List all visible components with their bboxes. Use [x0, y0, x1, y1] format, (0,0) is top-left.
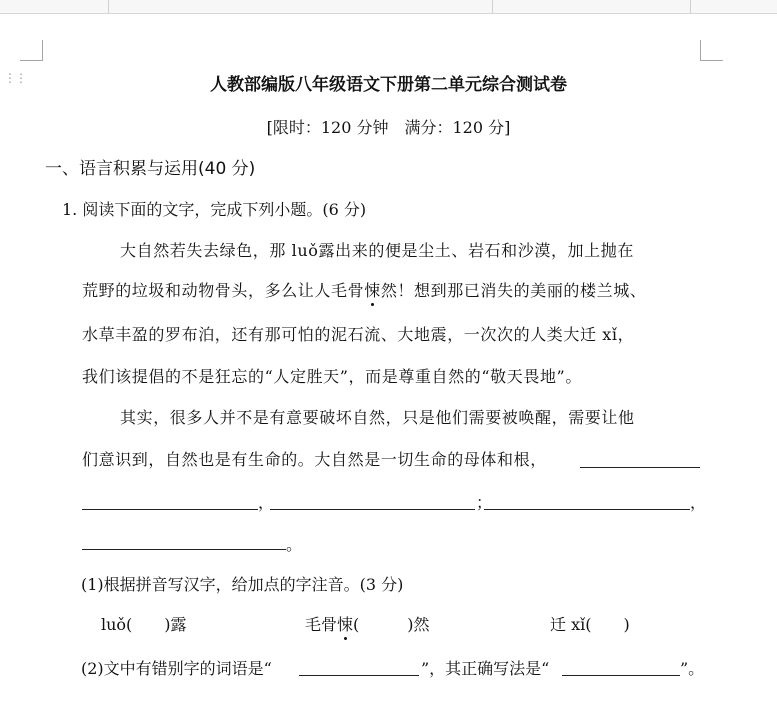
- page-title: 人教部编版八年级语文下册第二单元综合测试卷: [210, 75, 567, 95]
- crop-mark-top-right: [700, 40, 723, 61]
- sub-question-2-label-a: (2)文中有错别字的词语是“: [81, 659, 272, 678]
- pinyin-text: ( )然: [353, 615, 430, 634]
- passage-line-4: 我们该提倡的不是狂忘的“人定胜天”，而是尊重自然的“敬天畏地”。: [82, 367, 582, 386]
- ruler-tick: [108, 0, 109, 13]
- sub-question-1-label: (1)根据拼音写汉字，给加点的字注音。(3 分): [81, 575, 404, 594]
- dotted-char: 悚: [364, 278, 381, 301]
- answer-blank[interactable]: [299, 675, 419, 676]
- answer-blank[interactable]: [82, 549, 286, 550]
- passage-text: 荒野的垃圾和动物骨头，多么让人毛骨: [82, 281, 365, 300]
- punctuation-semicolon: ；: [476, 493, 493, 512]
- top-ruler: [0, 0, 777, 14]
- drag-handle-icon[interactable]: ⋮⋮: [4, 71, 26, 85]
- sub-question-2-label-c: ”。: [680, 659, 705, 678]
- answer-blank[interactable]: [562, 675, 680, 676]
- passage-line-2: [82, 278, 646, 301]
- question-1-label: 1. 阅读下面的文字，完成下列小题。(6 分): [62, 200, 367, 219]
- sub-question-2-label-b: ”，其正确写法是“: [421, 659, 550, 678]
- passage-line-1: 大自然若失去绿色，那 luǒ露出来的便是尘土、岩石和沙漠，加上抛在: [120, 241, 634, 260]
- pinyin-text: 毛骨: [305, 615, 338, 634]
- section-heading: 一、语言积累与运用(40 分): [45, 159, 256, 179]
- ruler-tick: [690, 0, 691, 13]
- answer-blank[interactable]: [270, 509, 475, 510]
- ruler-tick: [492, 0, 493, 13]
- passage-text: 然！想到那已消失的美丽的楼兰城、: [380, 281, 647, 300]
- page-subtitle: [限时：120 分钟 满分：120 分]: [266, 118, 511, 137]
- pinyin-item-3: 迁 xǐ( ): [550, 615, 630, 634]
- answer-blank[interactable]: [484, 509, 690, 510]
- punctuation-comma: ，: [258, 493, 275, 512]
- passage-line-3: 水草丰盈的罗布泊，还有那可怕的泥石流、大地震，一次次的人类大迁 xǐ，: [82, 325, 635, 344]
- passage-line-6: 们意识到，自然也是有生命的。大自然是一切生命的母体和根，: [82, 450, 547, 469]
- answer-blank[interactable]: [580, 467, 700, 468]
- crop-mark-top-left: [20, 40, 43, 61]
- punctuation-period: 。: [286, 535, 303, 554]
- punctuation-comma: ，: [690, 493, 707, 512]
- answer-blank[interactable]: [82, 509, 258, 510]
- pinyin-item-1: luǒ( )露: [101, 615, 187, 634]
- dotted-char: 悚: [337, 612, 353, 635]
- pinyin-item-2: [305, 612, 430, 635]
- passage-line-5: 其实，很多人并不是有意要破坏自然，只是他们需要被唤醒，需要让他: [120, 408, 635, 427]
